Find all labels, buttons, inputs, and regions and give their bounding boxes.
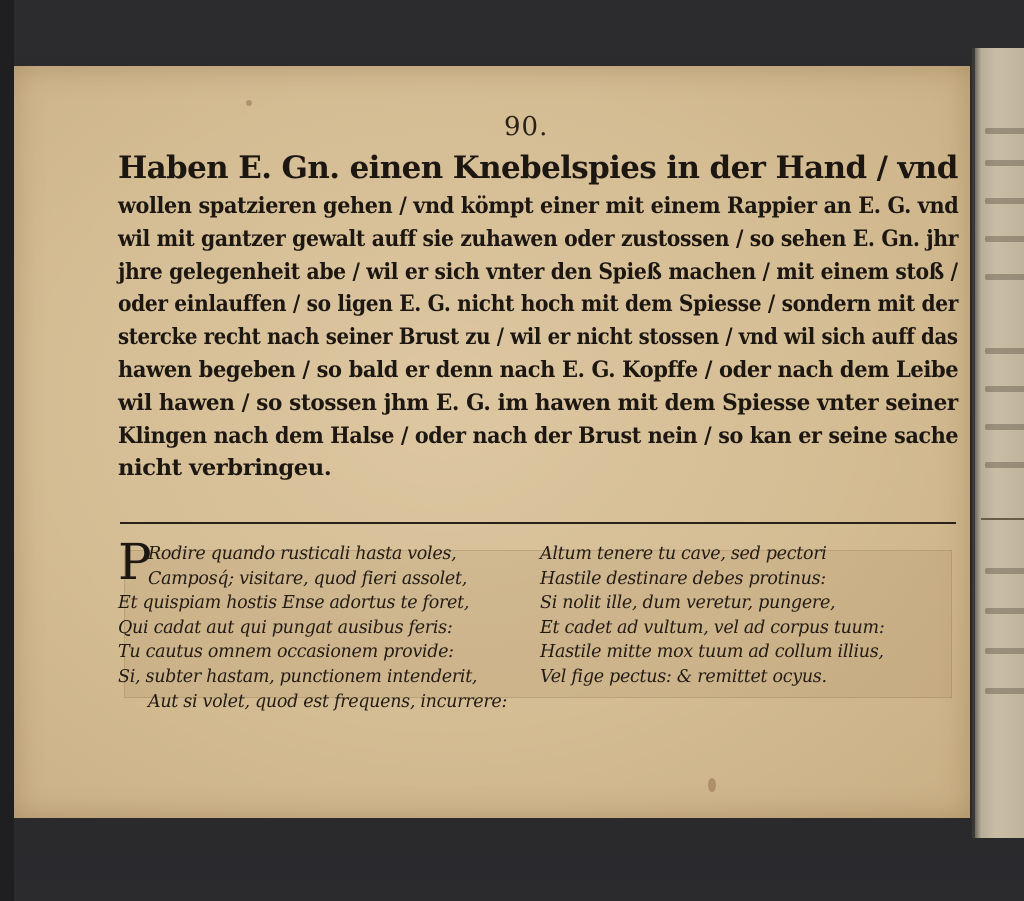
text-line: wollen spatzieren gehen / vnd kömpt einer mit einem Rappier an E. G. vnd — [118, 193, 959, 219]
text-line: wil mit gantzer gewalt auff sie zuhawen oder zustossen / so sehen E. Gn. jhr — [118, 225, 959, 252]
bleed-through-line — [985, 424, 1024, 430]
verse-line: Vel fige pectus: & remittet ocyus. — [540, 666, 827, 687]
text-line: nicht verbringeu. — [118, 455, 332, 482]
latin-verse-right — [540, 542, 960, 690]
verse-line: Si, subter hastam, punctionem intenderit, — [118, 666, 478, 687]
verse-line: Rodire quando rusticali hasta voles, — [148, 544, 457, 564]
german-paragraph — [118, 146, 958, 485]
verse-line: Altum tenere tu cave, sed pectori — [540, 544, 827, 564]
book-page — [14, 66, 970, 818]
verse-line: Et quispiam hostis Ense adortus te foret, — [118, 593, 470, 614]
bleed-through-line — [985, 274, 1024, 280]
bleed-through-line — [985, 608, 1024, 614]
bleed-through-line — [985, 128, 1024, 134]
verse-line: Camposq́; visitare, quod fieri assolet, — [148, 568, 467, 589]
verse-line: Aut si volet, quod est frequens, incurrere: — [148, 691, 508, 712]
bleed-through-line — [985, 386, 1024, 392]
bleed-through-line — [985, 462, 1024, 468]
verse-line: Si nolit ille, dum veretur, pungere, — [540, 593, 836, 614]
latin-verse-left — [118, 542, 538, 714]
facing-page — [972, 48, 1024, 838]
drop-cap: P — [118, 533, 152, 591]
bleed-through-line — [985, 688, 1024, 694]
text-line: hawen begeben / so bald er denn nach E. G. Kopffe / oder nach dem Leibe — [118, 356, 959, 383]
paper-stain — [246, 100, 252, 106]
bleed-through-line — [985, 568, 1024, 574]
verse-line: Et cadet ad vultum, vel ad corpus tuum: — [540, 617, 885, 638]
text-line: Haben E. Gn. einen Knebelspies in der Hand / vnd — [118, 150, 958, 186]
paper-stain — [708, 778, 716, 792]
text-line: stercke recht nach seiner Brust zu / wil er nicht stossen / vnd wil sich auff das — [118, 324, 958, 351]
text-line: Klingen nach dem Halse / oder nach der Brust nein / so kan er seine sache — [118, 422, 959, 449]
bleed-through-line — [985, 198, 1024, 204]
verse-line: Tu cautus omnem occasionem provide: — [118, 642, 454, 663]
verse-line: Hastile destinare debes protinus: — [540, 568, 826, 589]
section-divider — [120, 522, 956, 524]
verse-line: Qui cadat aut qui pungat ausibus feris: — [118, 617, 453, 638]
bleed-through-line — [985, 348, 1024, 354]
bleed-through-line — [985, 236, 1024, 242]
text-line: oder einlauffen / so ligen E. G. nicht hoch mit dem Spiesse / sondern mit der — [118, 291, 959, 318]
book-edge-shadow — [0, 0, 14, 901]
verse-line: Hastile mitte mox tuum ad collum illius, — [540, 642, 884, 663]
bleed-through-line — [985, 648, 1024, 654]
text-line: wil hawen / so stossen jhm E. G. im hawen mit dem Spiesse vnter seiner — [118, 389, 958, 416]
page-number: 90. — [504, 112, 549, 142]
facing-page-rule — [981, 518, 1024, 520]
bleed-through-line — [985, 160, 1024, 166]
text-line: jhre gelegenheit abe / wil er sich vnter den Spieß machen / mit einem stoß / — [118, 258, 958, 285]
